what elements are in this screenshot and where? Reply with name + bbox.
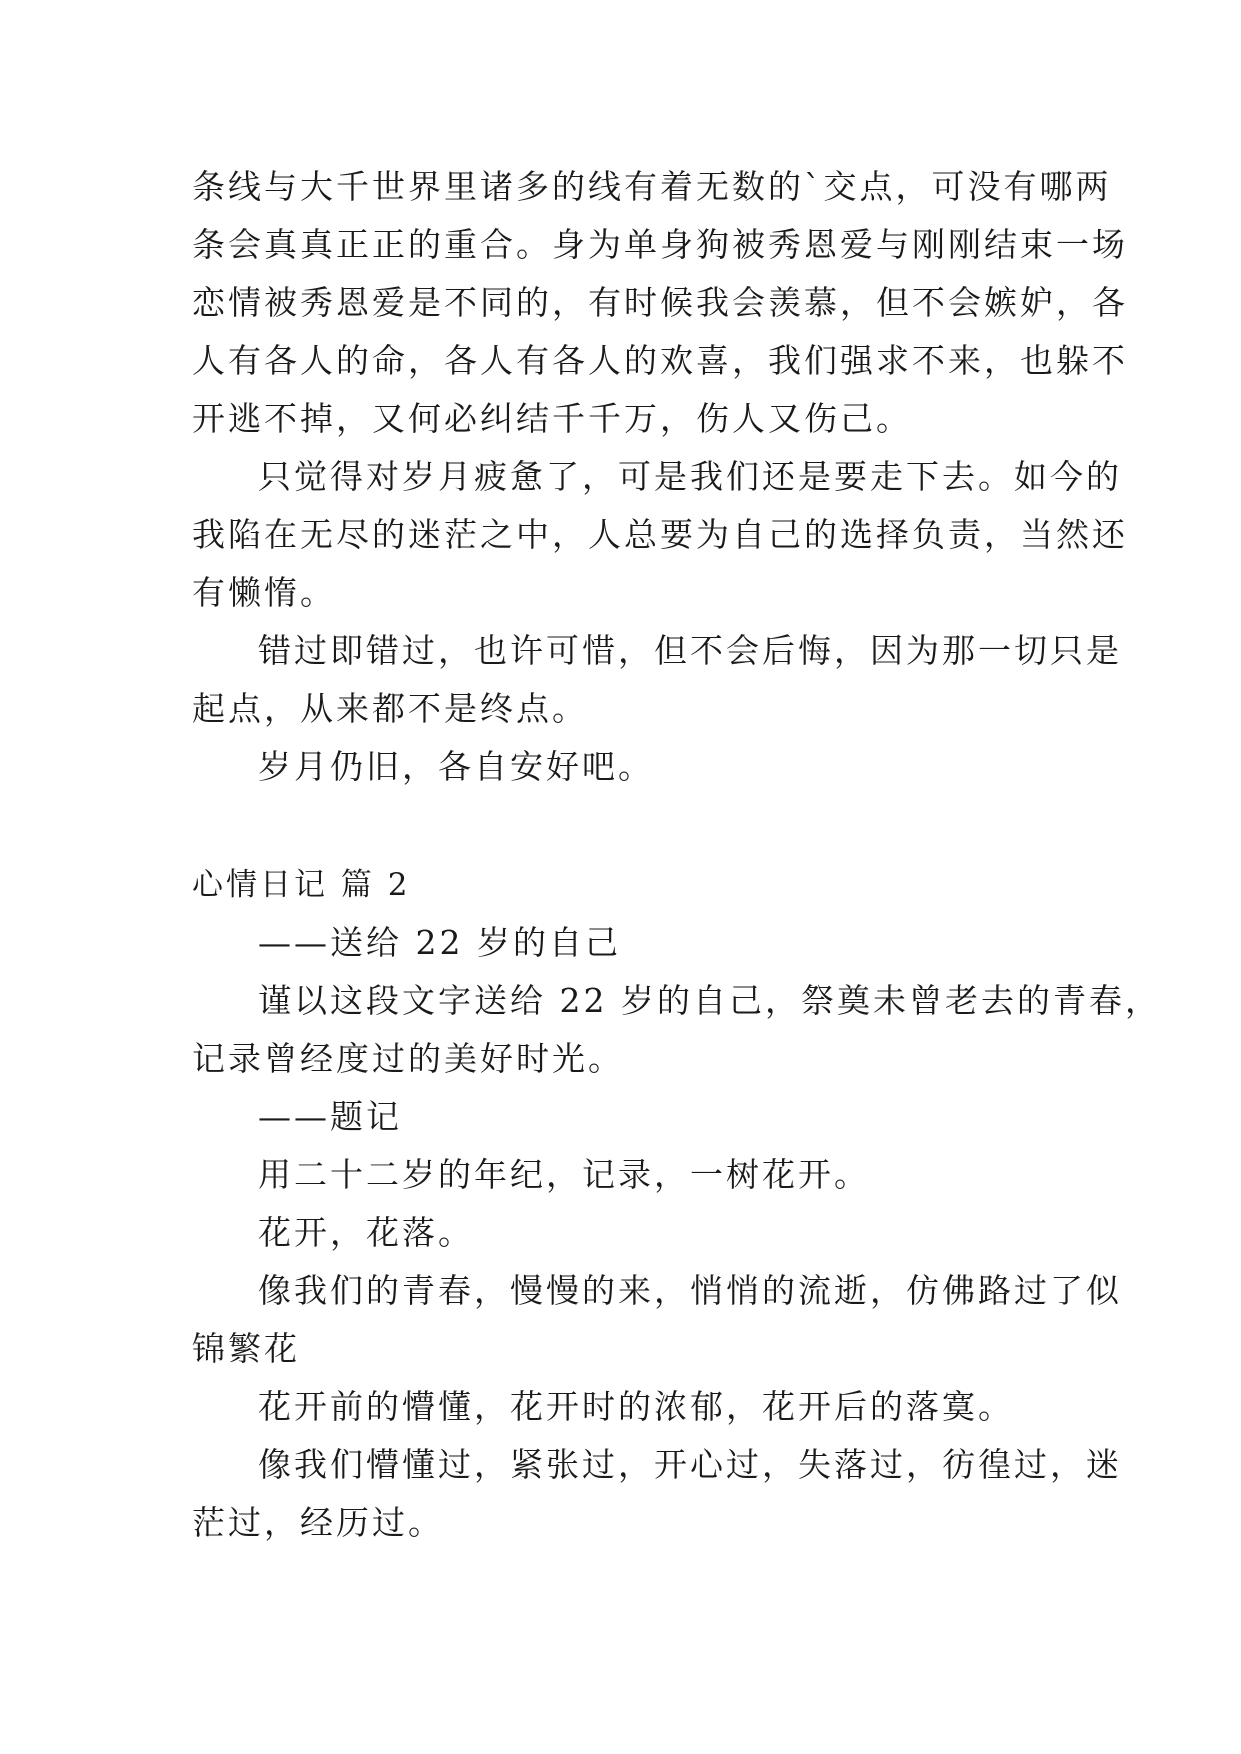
paragraph-line: 条线与大千世界里诸多的线有着无数的`交点，可没有哪两 [192, 167, 1112, 206]
paragraph-line: 用二十二岁的年纪，记录，一树花开。 [258, 1155, 870, 1194]
paragraph-line: 岁月仍旧，各自安好吧。 [258, 747, 654, 786]
paragraph-line: 茫过，经历过。 [192, 1503, 444, 1542]
paragraph-line: 人有各人的命，各人有各人的欢喜，我们强求不来，也躲不 [192, 341, 1128, 380]
paragraph-line: 谨以这段文字送给 22 岁的自己，祭奠未曾老去的青春， [258, 981, 1161, 1020]
paragraph-line: 有懒惰。 [192, 573, 336, 612]
paragraph-line: 像我们懵懂过，紧张过，开心过，失落过，彷徨过，迷 [258, 1445, 1122, 1484]
paragraph-line: ——题记 [258, 1097, 402, 1136]
paragraph-line: 开逃不掉，又何必纠结千千万，伤人又伤己。 [192, 399, 912, 438]
paragraph-line: 条会真真正正的重合。身为单身狗被秀恩爱与刚刚结束一场 [192, 225, 1128, 264]
document-body [192, 158, 1161, 1552]
section-gap [192, 796, 1062, 856]
paragraph-line: 恋情被秀恩爱是不同的，有时候我会羡慕，但不会嫉妒，各 [192, 283, 1128, 322]
paragraph-line: 锦繁花 [192, 1329, 300, 1368]
section-subtitle: ——送给 22 岁的自己 [258, 923, 621, 962]
paragraph-line: 我陷在无尽的迷茫之中，人总要为自己的选择负责，当然还 [192, 515, 1128, 554]
paragraph-line: 错过即错过，也许可惜，但不会后悔，因为那一切只是 [258, 631, 1122, 670]
paragraph-line: 起点，从来都不是终点。 [192, 689, 588, 728]
paragraph-line: 只觉得对岁月疲惫了，可是我们还是要走下去。如今的 [258, 457, 1122, 496]
section-title: 心情日记 篇 2 [192, 867, 411, 903]
paragraph-line: 花开前的懵懂，花开时的浓郁，花开后的落寞。 [258, 1387, 1014, 1426]
paragraph-line: 花开，花落。 [258, 1213, 474, 1252]
paragraph-line: 记录曾经度过的美好时光。 [192, 1039, 624, 1078]
paragraph-line: 像我们的青春，慢慢的来，悄悄的流逝，仿佛路过了似 [258, 1271, 1122, 1310]
